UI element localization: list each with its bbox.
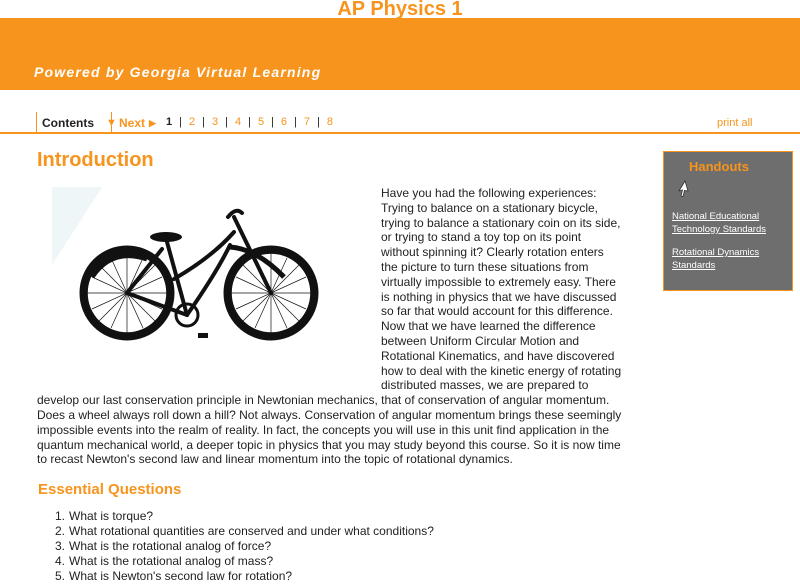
- page-separator: |: [179, 116, 182, 128]
- next-button[interactable]: [119, 116, 156, 130]
- list-item: [55, 524, 434, 539]
- list-number: 4.: [55, 554, 66, 568]
- page-separator: |: [225, 116, 228, 128]
- page-link-current: 1: [166, 116, 173, 128]
- play-arrow-icon: ▶: [149, 117, 156, 128]
- page-link-5[interactable]: 5: [257, 116, 265, 128]
- page-link-4[interactable]: 4: [234, 116, 242, 128]
- question-text: What rotational quantities are conserved and under what conditions?: [69, 524, 434, 538]
- list-number: 5.: [55, 569, 66, 583]
- page-separator: |: [202, 116, 205, 128]
- handout-link-rotational-dynamics-standards[interactable]: Rotational Dynamics Standards: [672, 247, 760, 271]
- list-number: 2.: [55, 524, 66, 538]
- question-text: What is the rotational analog of mass?: [69, 554, 274, 568]
- page-separator: |: [271, 116, 274, 128]
- page-separator: |: [248, 116, 251, 128]
- next-label: Next: [119, 116, 146, 130]
- list-item: [55, 509, 434, 524]
- course-title: AP Physics 1: [337, 0, 463, 18]
- list-number: 3.: [55, 539, 66, 553]
- handouts-panel: [663, 151, 793, 291]
- page-separator: |: [317, 116, 320, 128]
- question-text: What is torque?: [69, 509, 154, 523]
- page-link-6[interactable]: 6: [280, 116, 288, 128]
- page-link-7[interactable]: 7: [303, 116, 311, 128]
- intro-paragraph: Have you had the following experiences: Trying to balance on a stationary bicycle, trying to balance a stationary coin on its side, or trying to stand a toy top on its point without spinning it? Clearly rotation enters the picture to turn these situations from virtually impossible to extremely easy. There is nothing in physics that we have discussed so far that would account for this difference. Now that we have learned the difference between Uniform Circular Motion and Rotational Kinematics, and have discovered how to deal with the kinetic energy of rotating distributed masses, we are prepared to develop our last conservation principle in Newtonian mechanics, that of conservation of angular momentum. Does a wheel always roll down a hill? Not always. Conservation of angular momentum brings these seemingly impossible events into the realm of reality. In fact, the concepts you will use in this unit find application in the quantum mechanical world, a deeper topic in physics that you may study beyond this course. So it is now time to recast Newton's second law and linear momentum into the topic of rotational dynamics.: [37, 186, 622, 467]
- header-banner: [0, 18, 800, 90]
- essential-questions-list: [55, 509, 434, 584]
- handout-link-national-educational-technology-standards[interactable]: National Educational Technology Standards: [672, 211, 767, 235]
- contents-dropdown[interactable]: [36, 112, 117, 134]
- page-title: Introduction: [37, 149, 154, 171]
- page-link-3[interactable]: 3: [211, 116, 219, 128]
- page-links: [166, 116, 340, 128]
- dropdown-arrow-icon: ▼: [106, 117, 117, 129]
- tagline: Powered by Georgia Virtual Learning: [34, 64, 322, 80]
- page-link-2[interactable]: 2: [188, 116, 196, 128]
- question-text: What is the rotational analog of force?: [69, 539, 272, 553]
- list-number: 1.: [55, 509, 66, 523]
- handouts-title: Handouts: [689, 159, 749, 174]
- list-item: [55, 539, 434, 554]
- print-all-link[interactable]: print all: [717, 117, 753, 129]
- list-item: [55, 569, 434, 584]
- list-item: [55, 554, 434, 569]
- question-text: What is Newton's second law for rotation?: [69, 569, 293, 583]
- lesson-navbar: [0, 112, 800, 134]
- page-link-8[interactable]: 8: [326, 116, 334, 128]
- cursor-icon: [676, 180, 692, 198]
- essential-questions-title: Essential Questions: [38, 481, 182, 498]
- intro-paragraph-container: [37, 186, 622, 467]
- contents-label: Contents: [42, 116, 94, 130]
- image-spacer: [37, 186, 381, 384]
- page-separator: |: [294, 116, 297, 128]
